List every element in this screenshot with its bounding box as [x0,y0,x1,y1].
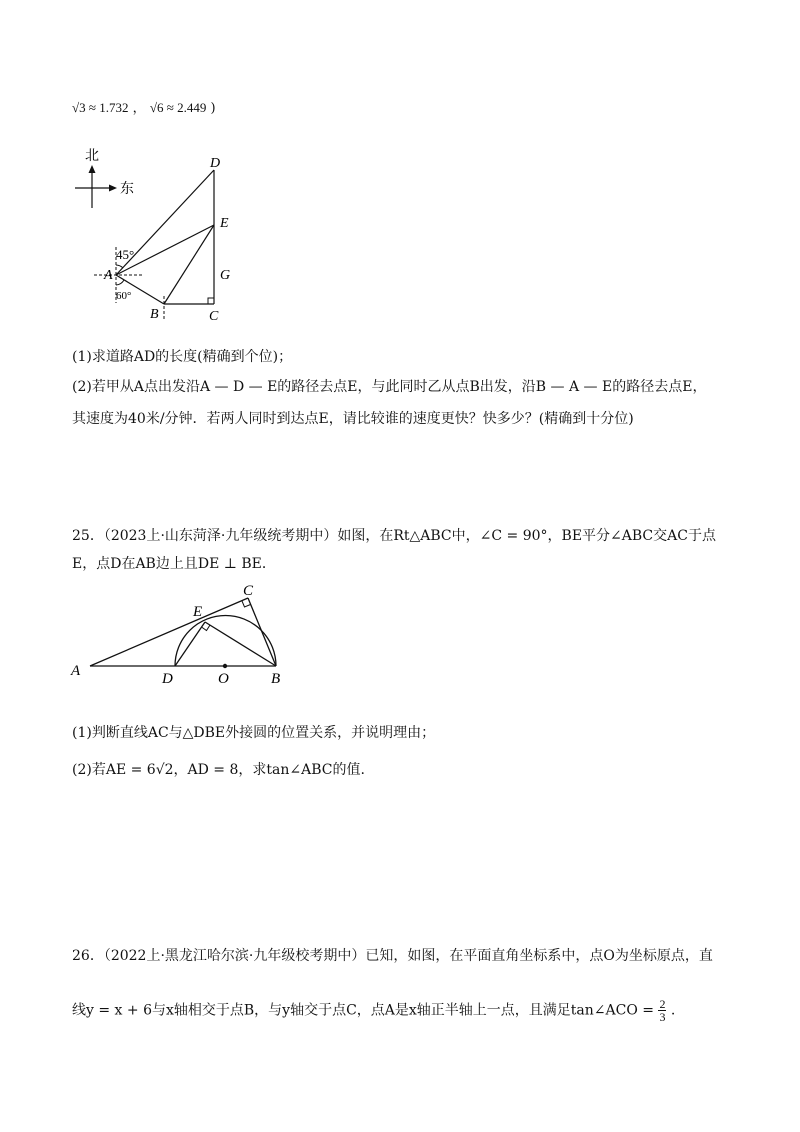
right-angle-C [208,298,214,304]
east-label: 东 [120,182,134,197]
angle-45-label: 45° [116,247,135,262]
q24-part2-line2: 其速度为40米/分钟．若两人同时到达点E，请比较谁的速度更快？快多少？(精确到十分位) [72,411,634,427]
approximation-line [72,97,216,116]
figure-2-diagram [68,580,308,690]
point-label-A: A [104,268,113,283]
q25-line2: E，点D在AB边上且DE ⊥ BE． [72,556,276,572]
angle-60-label: 60° [116,290,132,302]
separator: ， [132,101,146,116]
point-label-C: C [243,583,254,599]
point-label-E: E [193,604,203,620]
q25-part2: (2)若AE = 6√2，AD = 8，求tan∠ABC的值. [72,762,365,778]
segment-EB [205,622,276,666]
segment-BE [164,225,214,304]
point-label-B: B [150,307,159,322]
q26-line2 [72,998,675,1023]
point-label-O: O [218,671,229,687]
segment-AC [90,598,248,666]
q24-part2-line1: (2)若甲从A点出发沿A — D — E的路径去点E，与此同时乙从点B出发，沿B — A — E的路径去点E， [72,379,707,395]
sqrt3-approx: √3 ≈ 1.732 [72,100,129,115]
sqrt6-approx: √6 ≈ 2.449 [149,100,207,115]
q26-line2-text: 线y = x + 6与x轴相交于点B，与y轴交于点C，点A是x轴正半轴上一点，且满足tan∠ACO = [72,1002,654,1019]
point-label-B: B [271,671,281,687]
point-label-G: G [220,268,231,283]
close-paren: ) [210,101,216,116]
point-label-C: C [209,309,219,324]
point-label-D: D [162,671,173,687]
angle-arc-60 [116,280,124,285]
center-point-O [223,664,227,668]
compass-north-arrow [89,165,96,173]
point-label-D: D [210,156,221,171]
q25-part1: (1)判断直线AC与△DBE外接圆的位置关系，并说明理由； [72,725,436,741]
q26-line1: 26．（2022上·黑龙江哈尔滨·九年级校考期中）已知，如图，在平面直角坐标系中，点O为坐标原点，直 [72,948,713,964]
fraction-numerator: 2 [659,997,666,1011]
north-label: 北 [85,149,99,164]
point-label-A: A [71,663,81,679]
point-label-E: E [220,216,229,231]
q24-part1: (1)求道路AD的长度(精确到个位)； [72,349,293,365]
q25-line1: 25．（2023上·山东菏泽·九年级统考期中）如图，在Rt△ABC中，∠C = 90°，BE平分∠ABC交AC于点 [72,528,716,544]
compass-east-arrow [109,185,117,192]
angle-arc-45 [116,265,123,268]
q26-line2-end: . [670,1002,676,1019]
fraction-two-thirds [658,998,666,1023]
figure-1-diagram [72,143,272,323]
fraction-denominator: 3 [659,1010,666,1024]
